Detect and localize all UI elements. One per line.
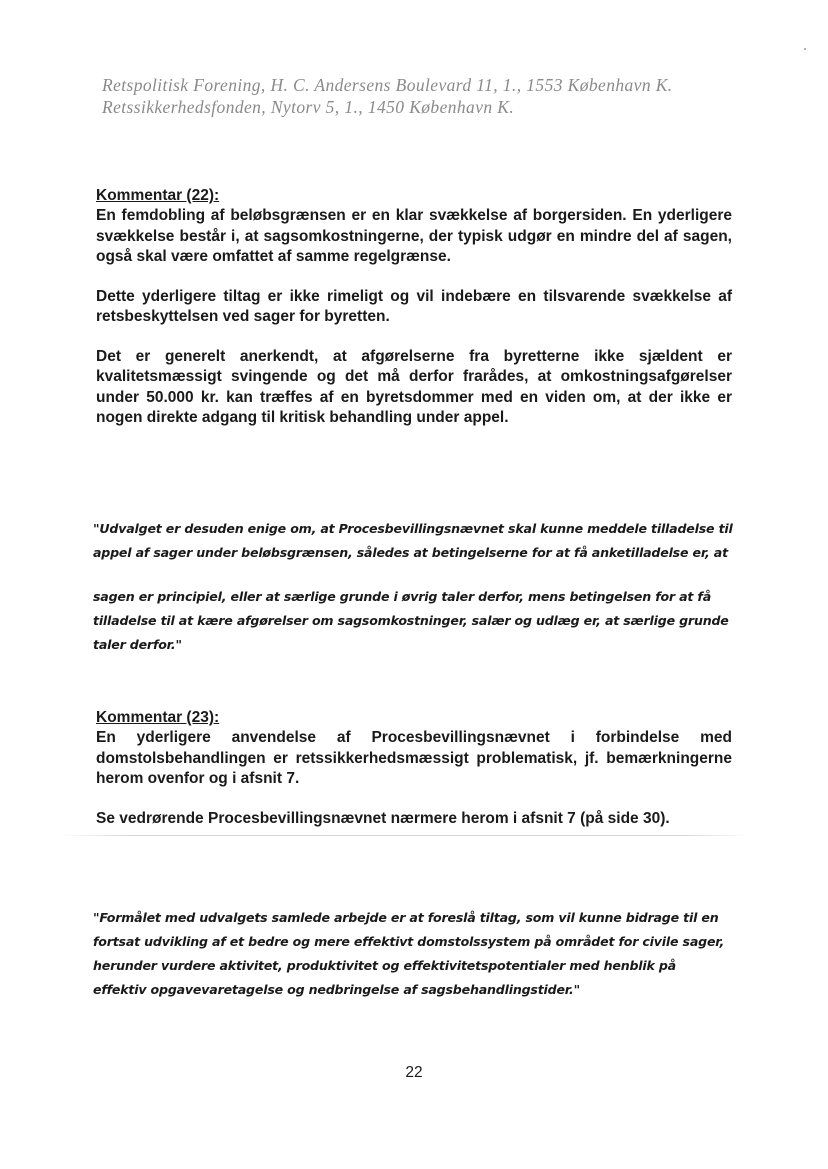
divider-line	[60, 835, 750, 836]
scan-speck	[804, 48, 806, 50]
kommentar-22-paragraph-3: Det er generelt anerkendt, at afgørelserne fra byretterne ikke sjældent er kvalitetsmæssigt svingende og det må derfor frarådes, at omkostningsafgørelser under 50.000 kr. kan træffes af en byretsdommer med en viden om, at der ikke er nogen direkte adgang til kritisk behandling under appel.	[96, 347, 732, 426]
kommentar-22-label: Kommentar (22):	[96, 187, 220, 204]
quote-udvalget-part-1: "Udvalget er desuden enige om, at Procesbevillingsnævnet skal kunne meddele tilladelse til appel af sager under beløbsgrænsen, således at betingelserne for at få anketilladelse er, at	[93, 521, 733, 560]
kommentar-23-paragraph-2: Se vedrørende Procesbevillingsnævnet nærmere herom i afsnit 7 (på side 30).	[96, 809, 670, 827]
kommentar-23-paragraph-1: En yderligere anvendelse af Procesbevillingsnævnet i forbindelse med domstolsbehandlingen er retssikkerhedsmæssigt problematisk, jf. bemærkningerne herom ovenfor og i afsnit 7.	[96, 729, 732, 787]
kommentar-22-paragraph-1: En femdobling af beløbsgrænsen er en klar svækkelse af borgersiden. En yderligere svækkelse består i, at sagsomkostningerne, der typisk udgør en mindre del af sagen, også skal være omfattet af samme regelgrænse.	[96, 207, 732, 265]
letterhead-line-2: Retssikkerhedsfonden, Nytorv 5, 1., 1450 København K.	[102, 97, 515, 117]
quote-formaalet-text: "Formålet med udvalgets samlede arbejde er at foreslå tiltag, som vil kunne bidrage til en fortsat udvikling af et bedre og mere effektivt domstolssystem på området for civile sager, herunder vurdere aktivitet, produktivitet og effektivitetspotentialer med henblik på effektiv opgavevaretagelse og nedbringelse af sagsbehandlingstider."	[93, 910, 725, 997]
quote-udvalget-part-2: sagen er principiel, eller at særlige grunde i øvrig taler derfor, mens betingelsen for at få tilladelse til at kære afgørelser om sagsomkostninger, salær og udlæg er, at særlige grunde taler derfor."	[93, 589, 729, 652]
kommentar-22-section	[96, 186, 732, 429]
kommentar-22-paragraph-2: Dette yderligere tiltag er ikke rimeligt og vil indebære en tilsvarende svækkelse af retsbeskyttelsen ved sager for byretten.	[96, 287, 732, 325]
quote-udvalget	[93, 517, 733, 657]
quote-formaalet	[93, 906, 733, 1002]
kommentar-23-label: Kommentar (23):	[96, 709, 220, 726]
letterhead	[102, 74, 782, 118]
kommentar-23-section	[96, 708, 732, 829]
page-number: 22	[405, 1064, 423, 1081]
letterhead-line-1: Retspolitisk Forening, H. C. Andersens Boulevard 11, 1., 1553 København K.	[102, 75, 673, 95]
